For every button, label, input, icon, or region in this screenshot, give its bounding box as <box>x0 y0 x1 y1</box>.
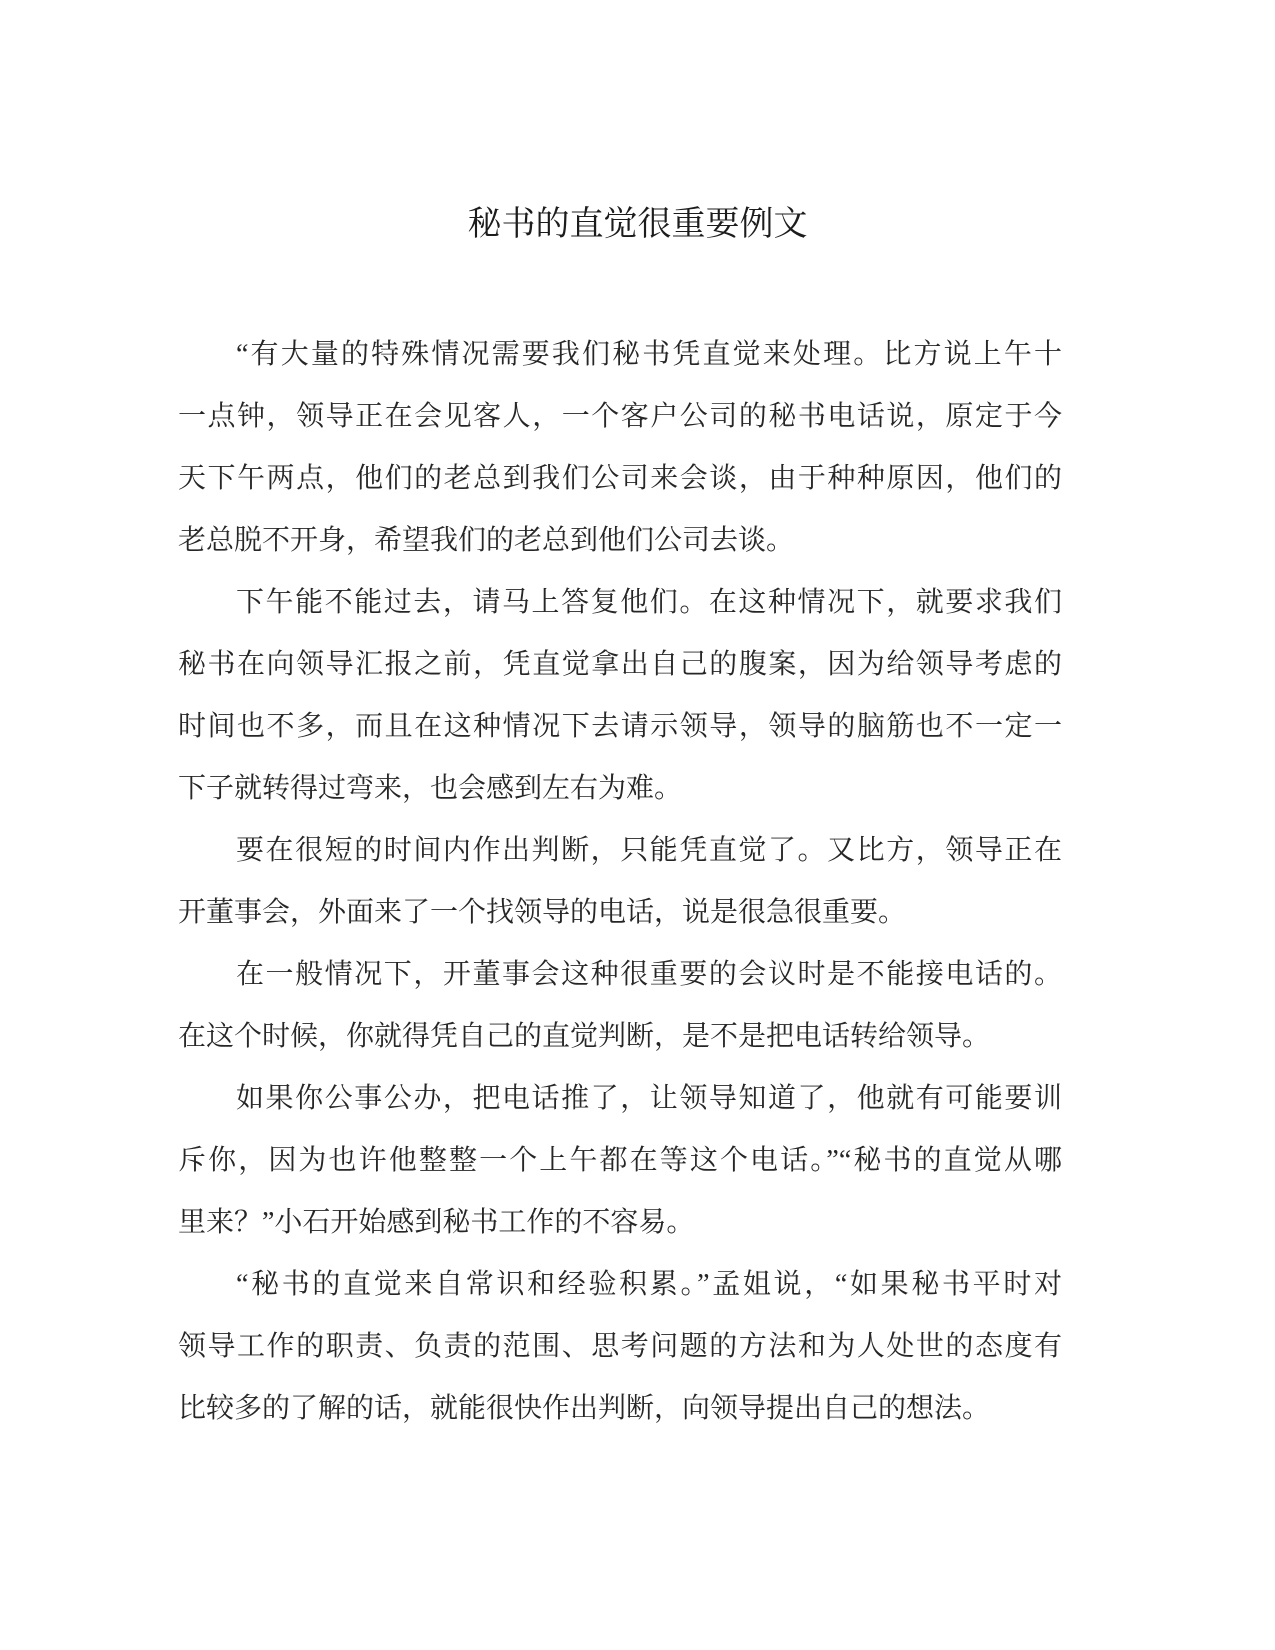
paragraph <box>178 1254 1062 1440</box>
text-line: 一点钟，领导正在会见客人，一个客户公司的秘书电话说，原定于今 <box>178 401 1062 432</box>
text-line: 在这个时候，你就得凭自己的直觉判断，是不是把电话转给领导。 <box>178 1021 991 1052</box>
document-title: 秘书的直觉很重要例文 <box>467 205 808 243</box>
paragraph <box>178 944 1062 1068</box>
text-line: 老总脱不开身，希望我们的老总到他们公司去谈。 <box>178 525 795 556</box>
document-body <box>178 324 1062 1440</box>
text-line: 开董事会，外面来了一个找领导的电话，说是很急很重要。 <box>178 897 907 928</box>
text-line: 天下午两点，他们的老总到我们公司来会谈，由于种种原因，他们的 <box>178 463 1062 494</box>
paragraph <box>178 572 1062 820</box>
paragraph <box>178 820 1062 944</box>
text-line: 秘书在向领导汇报之前，凭直觉拿出自己的腹案，因为给领导考虑的 <box>178 649 1062 680</box>
text-line: “秘书的直觉来自常识和经验积累。”孟姐说，“如果秘书平时对 <box>236 1269 1062 1300</box>
text-line: 下午能不能过去，请马上答复他们。在这种情况下，就要求我们 <box>236 587 1062 618</box>
text-line: 时间也不多，而且在这种情况下去请示领导，领导的脑筋也不一定一 <box>178 711 1062 742</box>
text-line: 下子就转得过弯来，也会感到左右为难。 <box>178 773 683 804</box>
text-line: 比较多的了解的话，就能很快作出判断，向领导提出自己的想法。 <box>178 1393 991 1424</box>
text-line: 要在很短的时间内作出判断，只能凭直觉了。又比方，领导正在 <box>236 835 1062 866</box>
text-line: 如果你公事公办，把电话推了，让领导知道了，他就有可能要训 <box>236 1083 1062 1114</box>
paragraph <box>178 324 1062 572</box>
text-line: 里来？”小石开始感到秘书工作的不容易。 <box>178 1207 695 1238</box>
text-line: 领导工作的职责、负责的范围、思考问题的方法和为人处世的态度有 <box>178 1331 1062 1362</box>
text-line: “有大量的特殊情况需要我们秘书凭直觉来处理。比方说上午十 <box>236 339 1062 370</box>
paragraph <box>178 1068 1062 1254</box>
text-line: 斥你，因为也许他整整一个上午都在等这个电话。”“秘书的直觉从哪 <box>178 1145 1062 1176</box>
text-line: 在一般情况下，开董事会这种很重要的会议时是不能接电话的。 <box>236 959 1062 990</box>
